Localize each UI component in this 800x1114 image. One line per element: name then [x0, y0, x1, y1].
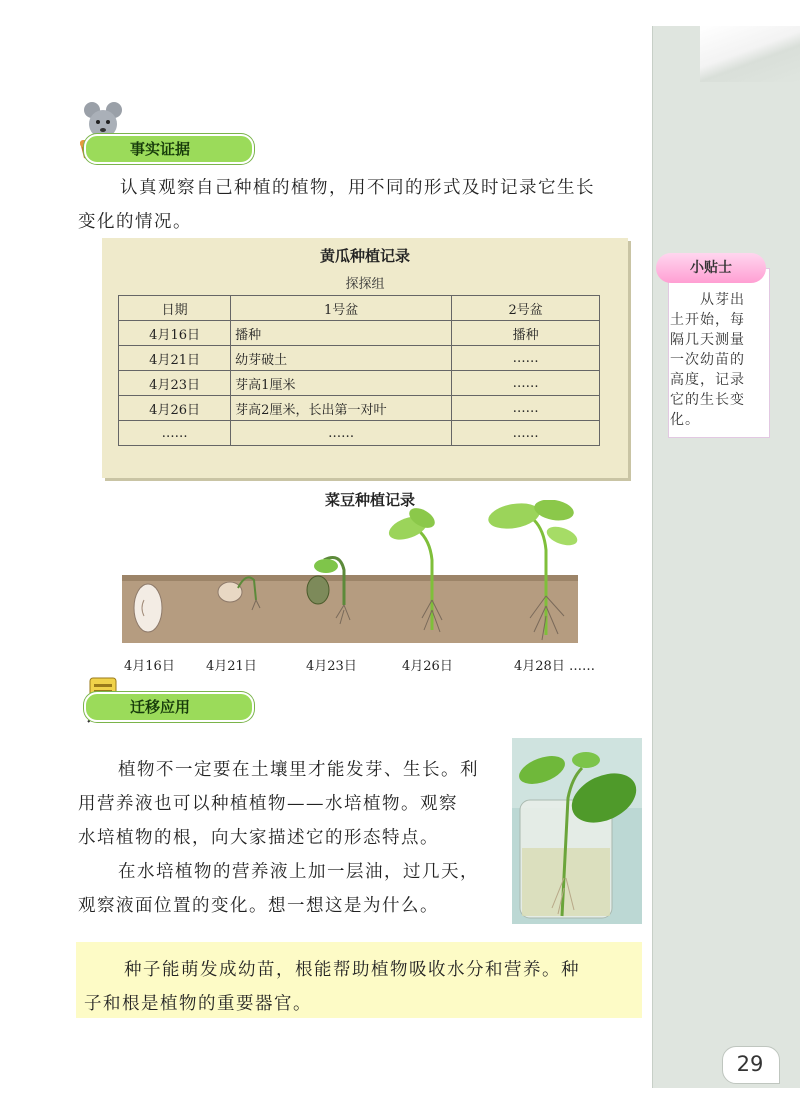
- hydroponic-plant-photo: [512, 738, 642, 924]
- tip-text: [670, 290, 768, 430]
- table-cell: ……: [452, 346, 600, 371]
- table-cell: 芽高2厘米，长出第一对叶: [231, 396, 452, 421]
- summary-line-1: 种子能萌发成幼苗，根能帮助植物吸收水分和营养。种: [124, 960, 580, 980]
- table-cell: ……: [231, 421, 452, 446]
- table-row: [119, 371, 600, 396]
- table-cell: 4月23日: [119, 371, 231, 396]
- transfer-line-2: 用营养液也可以种植植物——水培植物。观察: [78, 794, 458, 814]
- soil-surface: [122, 575, 578, 581]
- soil-strip: [122, 575, 578, 643]
- table-cell: 幼芽破土: [231, 346, 452, 371]
- section-badge-transfer: 迁移应用: [84, 692, 254, 722]
- margin-strip: [652, 26, 800, 1088]
- bean-date-label: 4月16日: [124, 659, 175, 674]
- cucumber-record-table: [118, 295, 600, 446]
- table-row: [119, 321, 600, 346]
- bean-date-label: 4月26日: [402, 659, 453, 674]
- bean-seed-icon: [134, 584, 162, 632]
- table-cell: 播种: [452, 321, 600, 346]
- bean-date-label: 4月28日 ……: [514, 659, 595, 674]
- transfer-line-4: 在水培植物的营养液上加一层油，过几天，: [118, 862, 479, 882]
- transfer-line-1: 植物不一定要在土壤里才能发芽、生长。利: [118, 760, 479, 780]
- column-header-pot2: 2号盆: [452, 296, 600, 321]
- tip-title: 小贴士: [656, 253, 766, 283]
- page-curl-decoration: [700, 26, 800, 82]
- cucumber-record-group: 探探组: [345, 277, 385, 292]
- summary-line-2: 子和根是植物的重要器官。: [84, 994, 312, 1014]
- table-cell: 芽高1厘米: [231, 371, 452, 396]
- tip-line: 高度，记录: [670, 372, 745, 388]
- cucumber-record-title: 黄瓜种植记录: [319, 247, 410, 265]
- table-cell: ……: [452, 421, 600, 446]
- table-cell: 4月16日: [119, 321, 231, 346]
- tip-line: 一次幼苗的: [670, 352, 745, 368]
- column-header-pot1: 1号盆: [231, 296, 452, 321]
- table-row: [119, 346, 600, 371]
- table-cell: ……: [452, 396, 600, 421]
- evidence-line-2: 变化的情况。: [78, 212, 192, 232]
- bean-growth-illustration: [118, 500, 582, 645]
- table-row: [119, 421, 600, 446]
- table-cell: ……: [452, 371, 600, 396]
- tip-line: 化。: [670, 412, 700, 428]
- table-cell: ……: [119, 421, 231, 446]
- table-cell: 4月21日: [119, 346, 231, 371]
- column-header-date: 日期: [119, 296, 231, 321]
- tip-line: 从芽出: [700, 292, 745, 308]
- table-cell: 播种: [231, 321, 452, 346]
- table-row: [119, 396, 600, 421]
- bean-date-label: 4月21日: [206, 659, 257, 674]
- tip-line: 它的生长变: [670, 392, 745, 408]
- transfer-line-5: 观察液面位置的变化。想一想这是为什么。: [78, 896, 439, 916]
- page-number: 29: [736, 1052, 764, 1076]
- tip-line: 土开始，每: [670, 312, 745, 328]
- section-badge-evidence: 事实证据: [84, 134, 254, 164]
- evidence-line-1: 认真观察自己种植的植物，用不同的形式及时记录它生长: [120, 178, 595, 198]
- bean-record-title: 菜豆种植记录: [324, 491, 415, 509]
- bean-date-label: 4月23日: [306, 659, 357, 674]
- table-cell: 4月26日: [119, 396, 231, 421]
- tip-line: 隔几天测量: [670, 332, 745, 348]
- transfer-line-3: 水培植物的根，向大家描述它的形态特点。: [78, 828, 439, 848]
- table-header-row: [119, 296, 600, 321]
